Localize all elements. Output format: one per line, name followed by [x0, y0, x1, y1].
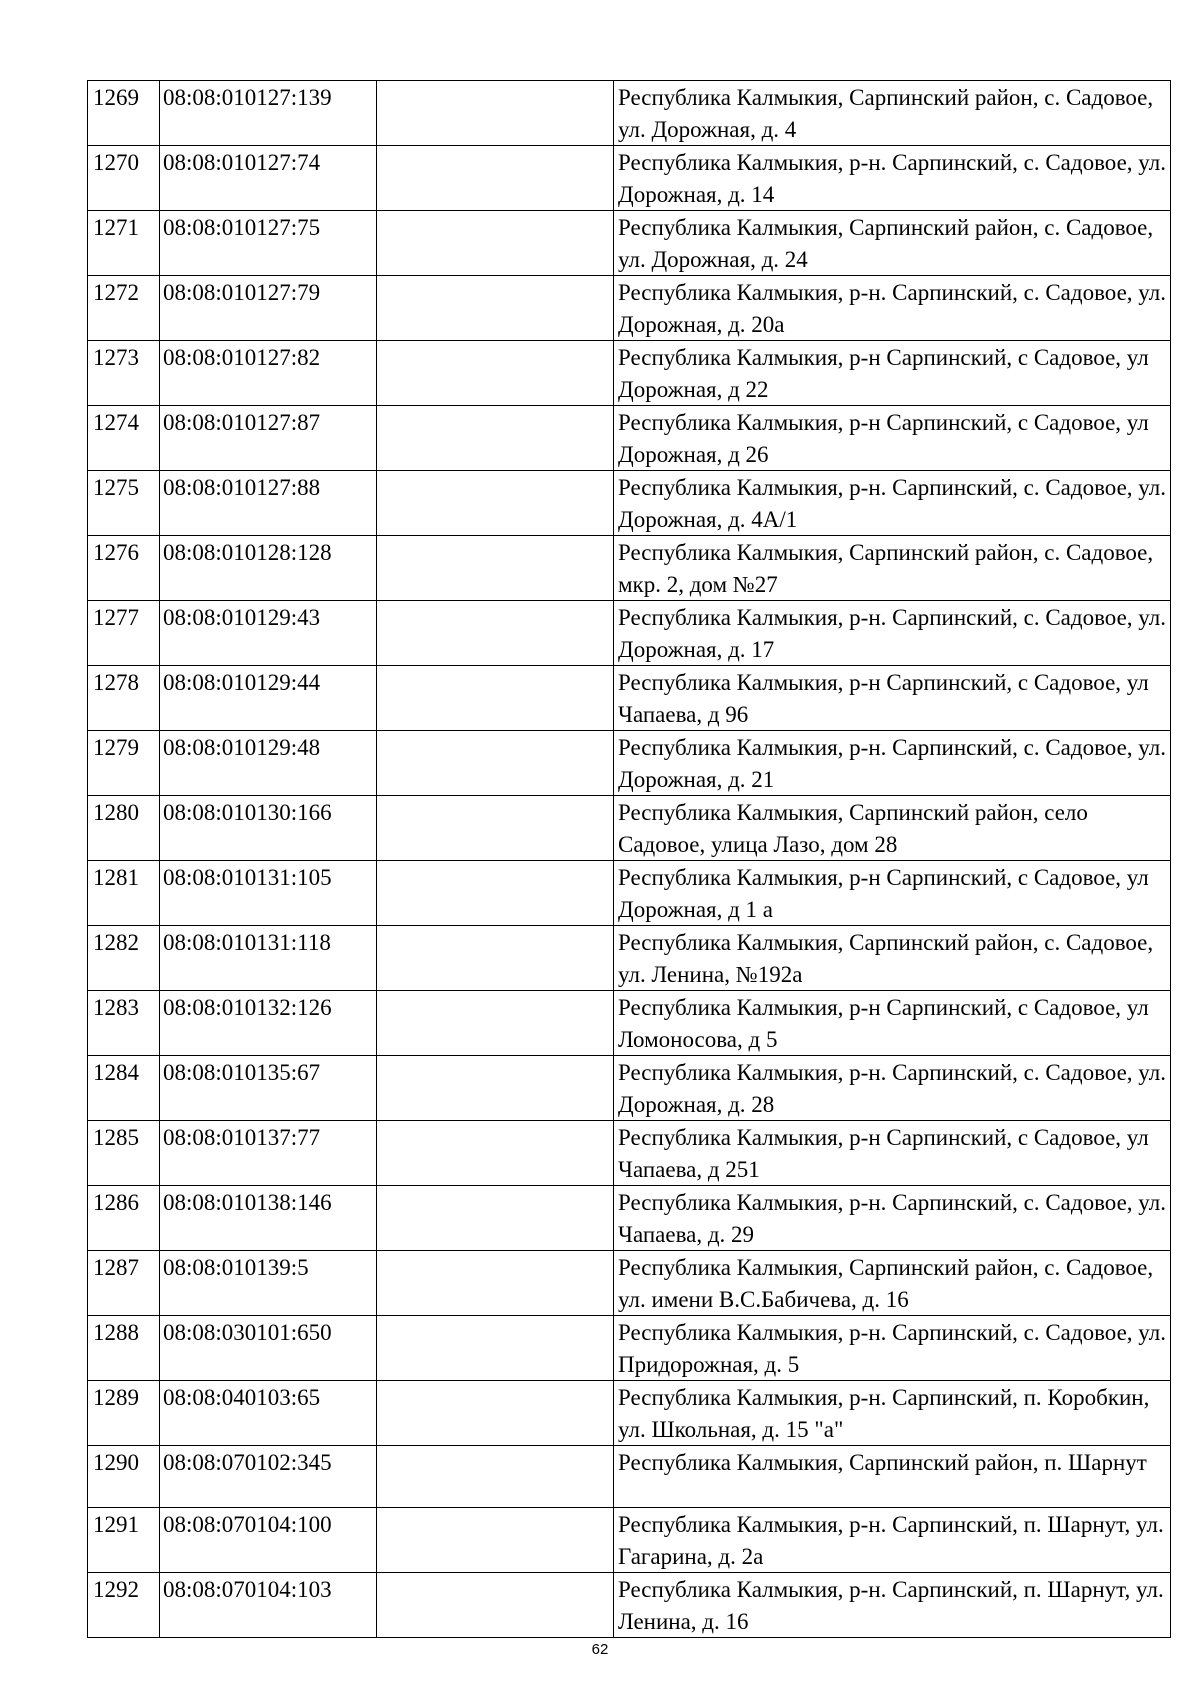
cadastral-number-cell: 08:08:010129:44: [160, 666, 377, 731]
address-cell: Республика Калмыкия, Сарпинский район, с. Садовое, мкр. 2, дом №27: [614, 536, 1171, 601]
empty-cell: [377, 341, 614, 406]
row-number-cell: 1282: [88, 926, 160, 991]
address-cell: Республика Калмыкия, р-н. Сарпинский, с. Садовое, ул. Дорожная, д. 14: [614, 146, 1171, 211]
page-number: 62: [591, 1641, 609, 1658]
row-number-cell: 1287: [88, 1251, 160, 1316]
address-cell: Республика Калмыкия, р-н. Сарпинский, п. Коробкин, ул. Школьная, д. 15 "а": [614, 1381, 1171, 1446]
empty-cell: [377, 406, 614, 471]
empty-cell: [377, 1056, 614, 1121]
table-row: [88, 471, 1171, 536]
table-row: [88, 406, 1171, 471]
cadastral-number-cell: 08:08:010132:126: [160, 991, 377, 1056]
empty-cell: [377, 146, 614, 211]
address-cell: Республика Калмыкия, р-н. Сарпинский, п. Шарнут, ул. Гагарина, д. 2а: [614, 1508, 1171, 1573]
table-row: [88, 926, 1171, 991]
table-row: [88, 1446, 1171, 1508]
row-number-cell: 1281: [88, 861, 160, 926]
row-number-cell: 1284: [88, 1056, 160, 1121]
table-row: [88, 861, 1171, 926]
address-cell: Республика Калмыкия, р-н Сарпинский, с Садовое, ул Дорожная, д 22: [614, 341, 1171, 406]
address-cell: Республика Калмыкия, р-н. Сарпинский, с. Садовое, ул. Дорожная, д. 21: [614, 731, 1171, 796]
address-cell: Республика Калмыкия, р-н. Сарпинский, с. Садовое, ул. Придорожная, д. 5: [614, 1316, 1171, 1381]
table-row: [88, 341, 1171, 406]
table-row: [88, 731, 1171, 796]
address-cell: Республика Калмыкия, р-н Сарпинский, с Садовое, ул Чапаева, д 251: [614, 1121, 1171, 1186]
table-row: [88, 1186, 1171, 1251]
property-registry-table: [87, 80, 1171, 1638]
address-cell: Республика Калмыкия, р-н. Сарпинский, с. Садовое, ул. Дорожная, д. 4А/1: [614, 471, 1171, 536]
address-cell: Республика Калмыкия, Сарпинский район, с. Садовое, ул. Дорожная, д. 24: [614, 211, 1171, 276]
table-row: [88, 601, 1171, 666]
cadastral-number-cell: 08:08:010127:75: [160, 211, 377, 276]
cadastral-number-cell: 08:08:010131:105: [160, 861, 377, 926]
row-number-cell: 1291: [88, 1508, 160, 1573]
cadastral-number-cell: 08:08:010128:128: [160, 536, 377, 601]
table-row: [88, 1121, 1171, 1186]
address-cell: Республика Калмыкия, р-н Сарпинский, с Садовое, ул Дорожная, д 1 а: [614, 861, 1171, 926]
row-number-cell: 1270: [88, 146, 160, 211]
empty-cell: [377, 796, 614, 861]
cadastral-number-cell: 08:08:010139:5: [160, 1251, 377, 1316]
address-cell: Республика Калмыкия, Сарпинский район, с. Садовое, ул. имени В.С.Бабичева, д. 16: [614, 1251, 1171, 1316]
cadastral-number-cell: 08:08:010131:118: [160, 926, 377, 991]
address-cell: Республика Калмыкия, р-н Сарпинский, с Садовое, ул Ломоносова, д 5: [614, 991, 1171, 1056]
cadastral-number-cell: 08:08:010127:139: [160, 81, 377, 146]
address-cell: Республика Калмыкия, р-н. Сарпинский, с. Садовое, ул. Дорожная, д. 20а: [614, 276, 1171, 341]
row-number-cell: 1274: [88, 406, 160, 471]
cadastral-number-cell: 08:08:010127:79: [160, 276, 377, 341]
row-number-cell: 1283: [88, 991, 160, 1056]
table-row: [88, 81, 1171, 146]
address-cell: Республика Калмыкия, р-н. Сарпинский, с. Садовое, ул. Чапаева, д. 29: [614, 1186, 1171, 1251]
row-number-cell: 1277: [88, 601, 160, 666]
address-cell: Республика Калмыкия, Сарпинский район, село Садовое, улица Лазо, дом 28: [614, 796, 1171, 861]
row-number-cell: 1272: [88, 276, 160, 341]
empty-cell: [377, 926, 614, 991]
empty-cell: [377, 601, 614, 666]
row-number-cell: 1278: [88, 666, 160, 731]
table-row: [88, 666, 1171, 731]
cadastral-number-cell: 08:08:070102:345: [160, 1446, 377, 1508]
row-number-cell: 1271: [88, 211, 160, 276]
cadastral-number-cell: 08:08:010129:43: [160, 601, 377, 666]
empty-cell: [377, 1573, 614, 1638]
empty-cell: [377, 536, 614, 601]
cadastral-number-cell: 08:08:010130:166: [160, 796, 377, 861]
empty-cell: [377, 1381, 614, 1446]
empty-cell: [377, 1316, 614, 1381]
empty-cell: [377, 1186, 614, 1251]
empty-cell: [377, 1446, 614, 1508]
table-row: [88, 1056, 1171, 1121]
row-number-cell: 1275: [88, 471, 160, 536]
empty-cell: [377, 81, 614, 146]
cadastral-number-cell: 08:08:010127:74: [160, 146, 377, 211]
cadastral-number-cell: 08:08:040103:65: [160, 1381, 377, 1446]
row-number-cell: 1289: [88, 1381, 160, 1446]
cadastral-number-cell: 08:08:010127:82: [160, 341, 377, 406]
row-number-cell: 1269: [88, 81, 160, 146]
registry-table-body: [88, 81, 1171, 1638]
table-row: [88, 1573, 1171, 1638]
cadastral-number-cell: 08:08:070104:100: [160, 1508, 377, 1573]
address-cell: Республика Калмыкия, р-н. Сарпинский, с. Садовое, ул. Дорожная, д. 17: [614, 601, 1171, 666]
row-number-cell: 1288: [88, 1316, 160, 1381]
table-row: [88, 1251, 1171, 1316]
cadastral-number-cell: 08:08:010129:48: [160, 731, 377, 796]
table-row: [88, 1508, 1171, 1573]
row-number-cell: 1273: [88, 341, 160, 406]
empty-cell: [377, 861, 614, 926]
address-cell: Республика Калмыкия, Сарпинский район, с. Садовое, ул. Дорожная, д. 4: [614, 81, 1171, 146]
empty-cell: [377, 471, 614, 536]
cadastral-number-cell: 08:08:070104:103: [160, 1573, 377, 1638]
table-row: [88, 536, 1171, 601]
table-row: [88, 276, 1171, 341]
empty-cell: [377, 666, 614, 731]
row-number-cell: 1280: [88, 796, 160, 861]
table-row: [88, 1316, 1171, 1381]
cadastral-number-cell: 08:08:010137:77: [160, 1121, 377, 1186]
table-row: [88, 1381, 1171, 1446]
address-cell: Республика Калмыкия, р-н. Сарпинский, с. Садовое, ул. Дорожная, д. 28: [614, 1056, 1171, 1121]
address-cell: Республика Калмыкия, Сарпинский район, п. Шарнут: [614, 1446, 1171, 1508]
empty-cell: [377, 1121, 614, 1186]
cadastral-number-cell: 08:08:010138:146: [160, 1186, 377, 1251]
table-row: [88, 211, 1171, 276]
empty-cell: [377, 276, 614, 341]
address-cell: Республика Калмыкия, р-н Сарпинский, с Садовое, ул Чапаева, д 96: [614, 666, 1171, 731]
row-number-cell: 1290: [88, 1446, 160, 1508]
row-number-cell: 1276: [88, 536, 160, 601]
row-number-cell: 1279: [88, 731, 160, 796]
empty-cell: [377, 211, 614, 276]
table-row: [88, 991, 1171, 1056]
empty-cell: [377, 991, 614, 1056]
address-cell: Республика Калмыкия, Сарпинский район, с. Садовое, ул. Ленина, №192а: [614, 926, 1171, 991]
address-cell: Республика Калмыкия, р-н. Сарпинский, п. Шарнут, ул. Ленина, д. 16: [614, 1573, 1171, 1638]
cadastral-number-cell: 08:08:010127:88: [160, 471, 377, 536]
cadastral-number-cell: 08:08:010135:67: [160, 1056, 377, 1121]
address-cell: Республика Калмыкия, р-н Сарпинский, с Садовое, ул Дорожная, д 26: [614, 406, 1171, 471]
table-row: [88, 796, 1171, 861]
cadastral-number-cell: 08:08:010127:87: [160, 406, 377, 471]
empty-cell: [377, 731, 614, 796]
empty-cell: [377, 1508, 614, 1573]
row-number-cell: 1286: [88, 1186, 160, 1251]
row-number-cell: 1285: [88, 1121, 160, 1186]
row-number-cell: 1292: [88, 1573, 160, 1638]
empty-cell: [377, 1251, 614, 1316]
table-row: [88, 146, 1171, 211]
cadastral-number-cell: 08:08:030101:650: [160, 1316, 377, 1381]
